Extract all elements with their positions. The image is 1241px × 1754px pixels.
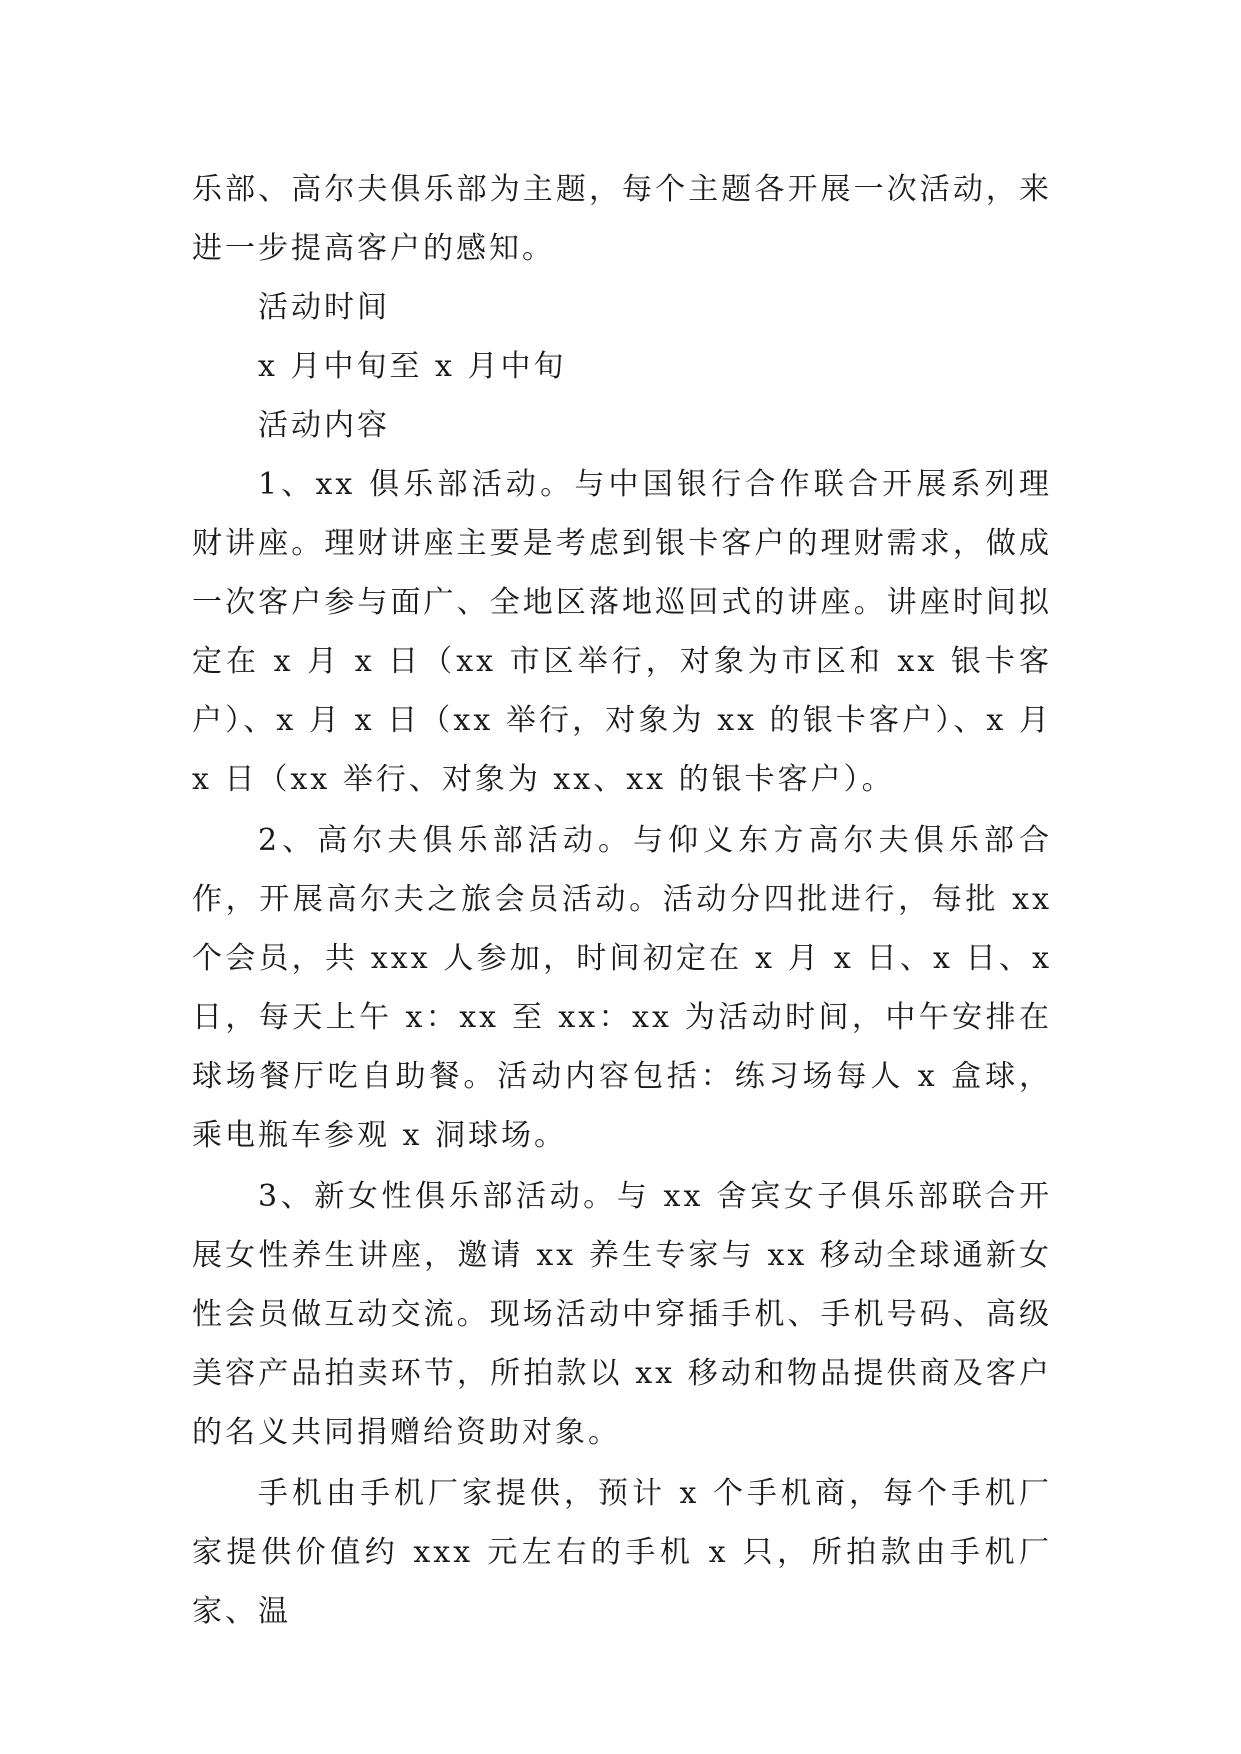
paragraph-continuation: 乐部、高尔夫俱乐部为主题，每个主题各开展一次活动，来进一步提高客户的感知。 <box>192 172 1052 266</box>
activity-time-value: x 月中旬至 x 月中旬 <box>258 349 567 384</box>
paragraph-item-2: 2、高尔夫俱乐部活动。与仰义东方高尔夫俱乐部合作，开展高尔夫之旅会员活动。活动分四批进行，每批 xx 个会员，共 xxx 人参加，时间初定在 x 月 x 日、x 日、x 日，每天上午 x：xx 至 xx：xx 为活动时间，中午安排在球场餐厅吃自助餐。活动内容包括：练习场每人 x 盒球，乘电瓶车参观 x 洞球场。 <box>192 823 1052 1153</box>
paragraph-item-3: 3、新女性俱乐部活动。与 xx 舍宾女子俱乐部联合开展女性养生讲座，邀请 xx 养生专家与 xx 移动全球通新女性会员做互动交流。现场活动中穿插手机、手机号码、高级美容产品拍卖环节，所拍款以 xx 移动和物品提供商及客户的名义共同捐赠给资助对象。 <box>192 1179 1052 1450</box>
paragraph-item-1: 1、xx 俱乐部活动。与中国银行合作联合开展系列理财讲座。理财讲座主要是考虑到银卡客户的理财需求，做成一次客户参与面广、全地区落地巡回式的讲座。讲座时间拟定在 x 月 x 日（xx 市区举行，对象为市区和 xx 银卡客户）、x 月 x 日（xx 举行，对象为 xx 的银卡客户）、x 月 x 日（xx 举行、对象为 xx、xx 的银卡客户）。 <box>192 467 1052 797</box>
heading-activity-time: 活动时间 <box>258 290 390 325</box>
paragraph-phones: 手机由手机厂家提供，预计 x 个手机商，每个手机厂家提供价值约 xxx 元左右的手机 x 只，所拍款由手机厂家、温 <box>192 1476 1052 1629</box>
document-body <box>192 160 1052 1641</box>
heading-activity-content: 活动内容 <box>258 408 390 443</box>
